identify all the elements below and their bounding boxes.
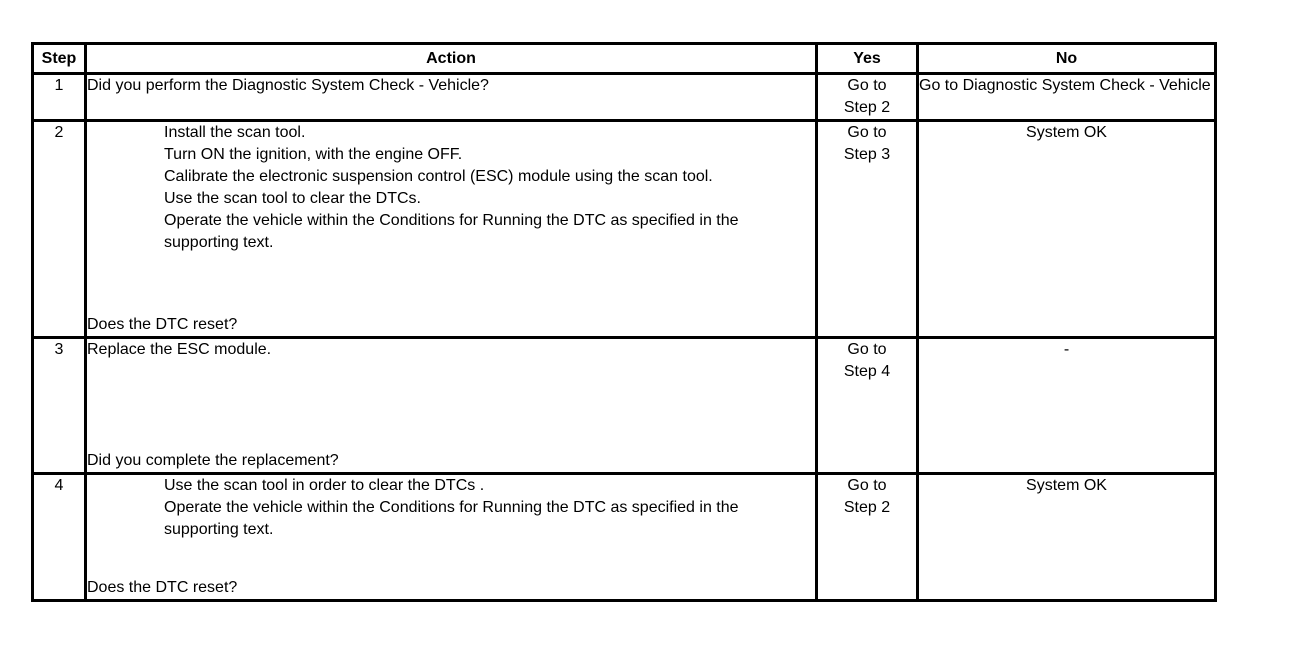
instruction-item: Use the scan tool to clear the DTCs.: [164, 190, 421, 207]
step-number: 2: [33, 121, 86, 338]
yes-cell: [817, 74, 918, 121]
instruction-list: [87, 475, 815, 541]
step-number: 4: [33, 474, 86, 601]
no-cell: System OK: [918, 121, 1216, 338]
instruction-item: Turn ON the ignition, with the engine OFF.: [164, 146, 463, 163]
table-row: [33, 121, 1216, 338]
header-row: [33, 44, 1216, 74]
action-question: Did you complete the replacement?: [87, 452, 339, 469]
yes-cell: [817, 474, 918, 601]
header-no: No: [918, 44, 1216, 74]
header-step: Step: [33, 44, 86, 74]
yes-goto: Go to: [847, 124, 887, 141]
action-cell: [86, 338, 817, 474]
instruction-item: Operate the vehicle within the Conditions for Running the DTC as specified in the supporting text.: [164, 499, 739, 538]
yes-goto: Go to: [847, 477, 887, 494]
instruction-item: Calibrate the electronic suspension control (ESC) module using the scan tool.: [164, 168, 713, 185]
yes-cell: [817, 338, 918, 474]
action-cell: [86, 474, 817, 601]
yes-goto: Go to: [847, 77, 887, 94]
action-intro: Replace the ESC module.: [87, 341, 272, 358]
step-number: 1: [33, 74, 86, 121]
step-number: 3: [33, 338, 86, 474]
yes-step: Step 4: [843, 363, 891, 380]
action-question: Does the DTC reset?: [87, 579, 238, 596]
yes-step: Step 3: [843, 146, 891, 163]
no-cell: System OK: [918, 474, 1216, 601]
table-row: [33, 74, 1216, 121]
no-cell: Go to Diagnostic System Check - Vehicle: [918, 74, 1216, 121]
instruction-item: Use the scan tool in order to clear the DTCs .: [164, 477, 485, 494]
table-row: [33, 338, 1216, 474]
action-question: Does the DTC reset?: [87, 316, 238, 333]
yes-step: Step 2: [843, 499, 891, 516]
header-action: Action: [86, 44, 817, 74]
yes-step: Step 2: [843, 99, 891, 116]
instruction-item: Install the scan tool.: [164, 124, 306, 141]
action-cell: [86, 121, 817, 338]
instruction-list: [87, 122, 815, 254]
header-yes: Yes: [817, 44, 918, 74]
yes-cell: [817, 121, 918, 338]
no-cell: -: [918, 338, 1216, 474]
table-row: [33, 474, 1216, 601]
action-cell: [86, 74, 817, 121]
yes-goto: Go to: [847, 341, 887, 358]
diagnostic-table: [31, 42, 1217, 602]
instruction-item: Operate the vehicle within the Conditions for Running the DTC as specified in the supporting text.: [164, 212, 739, 251]
action-question: Did you perform the Diagnostic System Check - Vehicle?: [87, 77, 489, 94]
